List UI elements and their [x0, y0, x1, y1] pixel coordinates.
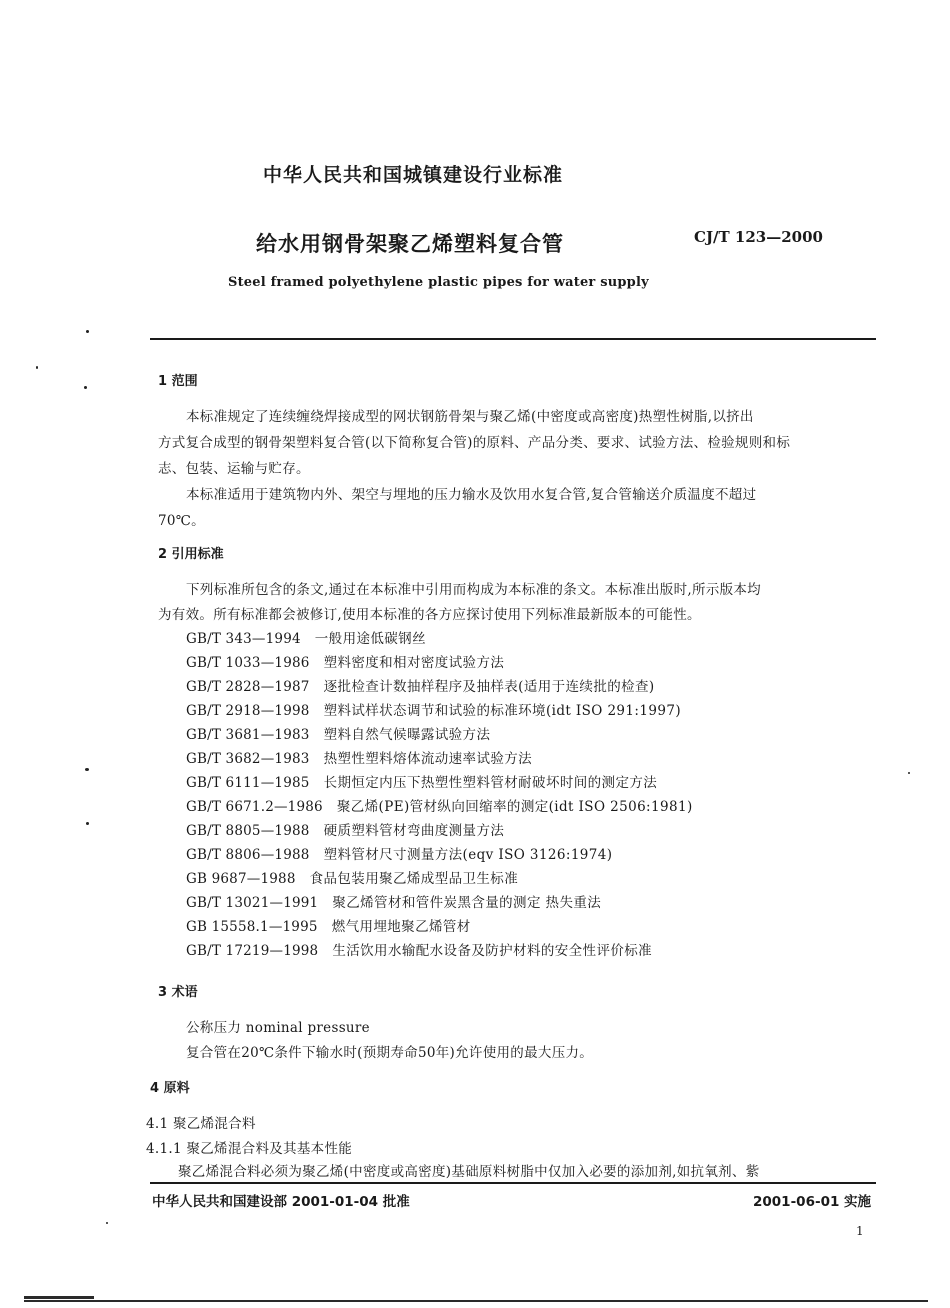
reference-code: GB/T 3682—1983: [186, 751, 310, 767]
reference-title: 塑料管材尺寸测量方法(eqv ISO 3126:1974): [323, 847, 613, 863]
reference-title: 热塑性塑料熔体流动速率试验方法: [323, 751, 533, 767]
standard-title-cn: 给水用钢骨架聚乙烯塑料复合管: [256, 232, 564, 256]
scope-paragraph-2-line-1: 本标准适用于建筑物内外、架空与埋地的压力输水及饮用水复合管,复合管输送介质温度不超过: [186, 487, 757, 503]
reference-title: 逐批检查计数抽样程序及抽样表(适用于连续批的检查): [323, 679, 655, 695]
scan-edge-line: [24, 1300, 928, 1302]
subsection-heading-4-1-1: 4.1.1 聚乙烯混合料及其基本性能: [146, 1141, 353, 1157]
scan-speck: [36, 366, 38, 369]
scan-speck: [85, 768, 89, 771]
scope-paragraph-1-line-2: 方式复合成型的钢骨架塑料复合管(以下简称复合管)的原料、产品分类、要求、试验方法、检验规则和标: [158, 435, 791, 451]
term-entry: 公称压力 nominal pressure: [186, 1020, 370, 1036]
reference-code: GB/T 6671.2—1986: [186, 799, 323, 815]
reference-item: [186, 771, 657, 791]
reference-title: 聚乙烯(PE)管材纵向回缩率的测定(idt ISO 2506:1981): [336, 799, 693, 815]
reference-item: [186, 939, 652, 959]
scope-paragraph-1-line-1: 本标准规定了连续缠绕焊接成型的网状钢筋骨架与聚乙烯(中密度或高密度)热塑性树脂,以挤出: [186, 409, 754, 425]
subsection-heading-4-1: 4.1 聚乙烯混合料: [146, 1116, 256, 1132]
references-intro-line-1: 下列标准所包含的条文,通过在本标准中引用而构成为本标准的条文。本标准出版时,所示版本均: [186, 582, 761, 598]
reference-item: [186, 675, 655, 695]
reference-item: [186, 843, 612, 863]
reference-item: [186, 699, 681, 719]
reference-code: GB/T 6111—1985: [186, 775, 310, 791]
reference-code: GB/T 2828—1987: [186, 679, 310, 695]
reference-title: 塑料自然气候曝露试验方法: [323, 727, 491, 743]
reference-title: 长期恒定内压下热塑性塑料管材耐破坏时间的测定方法: [323, 775, 658, 791]
reference-item: [186, 795, 693, 815]
reference-item: [186, 867, 518, 887]
approval-line: 中华人民共和国建设部 2001-01-04 批准: [152, 1194, 410, 1210]
reference-title: 生活饮用水输配水设备及防护材料的安全性评价标准: [332, 943, 653, 959]
reference-item: [186, 747, 532, 767]
reference-title: 聚乙烯管材和管件炭黑含量的测定 热失重法: [332, 895, 602, 911]
standard-code: CJ/T 123—2000: [694, 228, 823, 246]
scope-paragraph-2-line-2: 70℃。: [158, 513, 205, 529]
reference-title: 一般用途低碳钢丝: [314, 631, 426, 647]
reference-title: 塑料密度和相对密度试验方法: [323, 655, 505, 671]
reference-code: GB/T 8806—1988: [186, 847, 310, 863]
reference-item: [186, 915, 471, 935]
reference-title: 食品包装用聚乙烯成型品卫生标准: [309, 871, 519, 887]
reference-code: GB/T 2918—1998: [186, 703, 310, 719]
reference-code: GB/T 343—1994: [186, 631, 301, 647]
effective-date: 2001-06-01 实施: [753, 1194, 872, 1210]
reference-code: GB/T 13021—1991: [186, 895, 319, 911]
scan-speck: [84, 386, 87, 389]
reference-item: [186, 723, 490, 743]
reference-code: GB 9687—1988: [186, 871, 296, 887]
reference-item: [186, 819, 504, 839]
reference-code: GB/T 8805—1988: [186, 823, 310, 839]
section-heading-terms: 3 术语: [158, 985, 198, 1000]
scan-speck: [908, 772, 910, 774]
reference-item: [186, 627, 426, 647]
footer-rule: [150, 1182, 876, 1184]
reference-item: [186, 891, 601, 911]
page-number: 1: [856, 1224, 864, 1238]
standard-title-en: Steel framed polyethylene plastic pipes for water supply: [228, 275, 649, 290]
reference-code: GB/T 3681—1983: [186, 727, 310, 743]
reference-title: 燃气用埋地聚乙烯管材: [331, 919, 471, 935]
reference-code: GB/T 1033—1986: [186, 655, 310, 671]
reference-title: 塑料试样状态调节和试验的标准环境(idt ISO 291:1997): [323, 703, 681, 719]
section-heading-references: 2 引用标准: [158, 547, 224, 562]
scan-speck: [106, 1222, 108, 1224]
section-heading-materials: 4 原料: [150, 1081, 190, 1096]
scan-speck: [86, 822, 89, 825]
reference-code: GB 15558.1—1995: [186, 919, 318, 935]
materials-paragraph-line-1: 聚乙烯混合料必须为聚乙烯(中密度或高密度)基础原料树脂中仅加入必要的添加剂,如抗氧剂、紫: [178, 1164, 760, 1180]
reference-code: GB/T 17219—1998: [186, 943, 319, 959]
reference-item: [186, 651, 504, 671]
scan-edge-line: [24, 1296, 94, 1299]
references-intro-line-2: 为有效。所有标准都会被修订,使用本标准的各方应探讨使用下列标准最新版本的可能性。: [158, 607, 701, 623]
reference-title: 硬质塑料管材弯曲度测量方法: [323, 823, 505, 839]
section-heading-scope: 1 范围: [158, 374, 198, 389]
issuer-title: 中华人民共和国城镇建设行业标准: [263, 164, 564, 186]
term-definition: 复合管在20℃条件下输水时(预期寿命50年)允许使用的最大压力。: [186, 1045, 594, 1061]
scan-speck: [86, 330, 89, 333]
scope-paragraph-1-line-3: 志、包装、运输与贮存。: [158, 461, 310, 477]
header-rule: [150, 338, 876, 340]
